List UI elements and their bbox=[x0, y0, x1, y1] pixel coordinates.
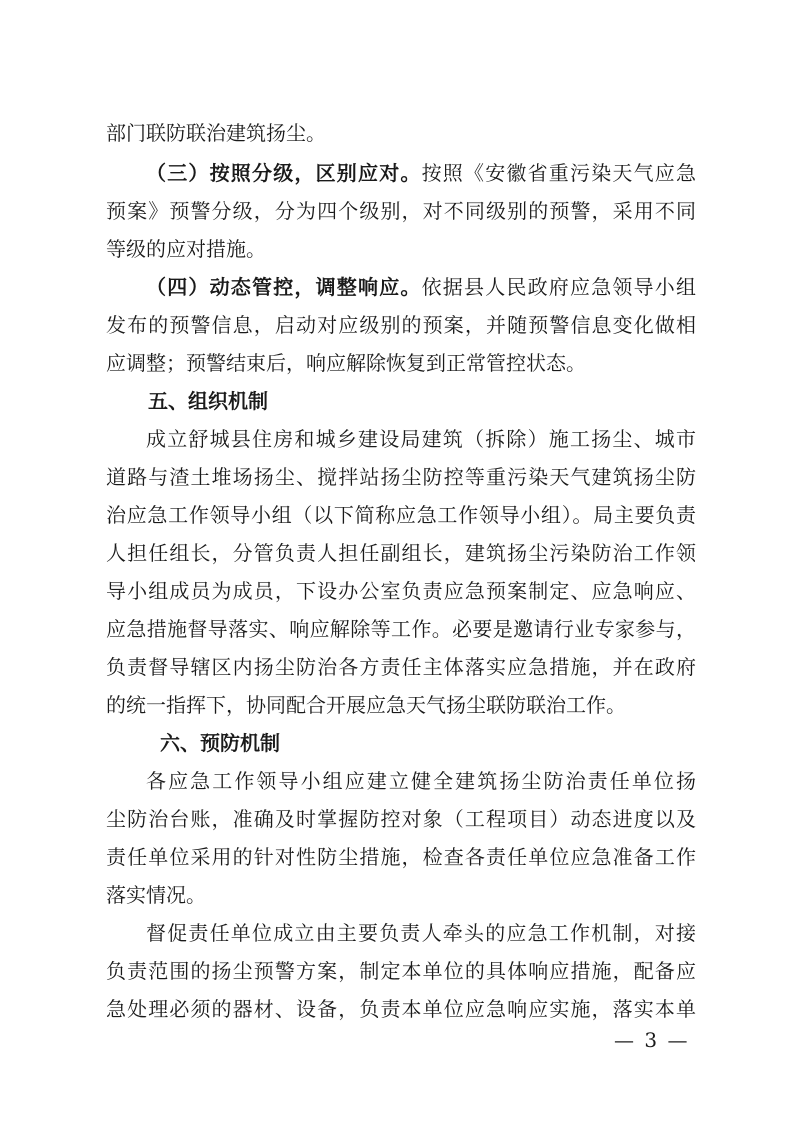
paragraph-line bbox=[146, 154, 696, 192]
paragraph-line: 部门联防联治建筑扬尘。 bbox=[106, 121, 326, 145]
paragraph-line: 导小组成员为成员，下设办公室负责应急预案制定、应急响应、 bbox=[106, 579, 696, 603]
section-3-text: 按照《安徽省重污染天气应急 bbox=[421, 161, 697, 185]
page-number: — 3 — bbox=[614, 1028, 690, 1052]
paragraph-line: 应调整；预警结束后，响应解除恢复到正常管控状态。 bbox=[106, 351, 586, 375]
section-heading-5: 五、组织机制 bbox=[148, 389, 268, 413]
paragraph-line: 落实情况。 bbox=[106, 883, 206, 907]
paragraph-line: 应急措施督导落实、响应解除等工作。必要是邀请行业专家参与， bbox=[106, 617, 696, 641]
paragraph-line: 等级的应对措施。 bbox=[106, 237, 266, 261]
paragraph-line: 预案》预警分级，分为四个级别，对不同级别的预警，采用不同 bbox=[106, 199, 696, 223]
paragraph-line: 成立舒城县住房和城乡建设局建筑（拆除）施工扬尘、城市 bbox=[146, 427, 696, 451]
paragraph-line: 责任单位采用的针对性防尘措施，检查各责任单位应急准备工作 bbox=[106, 845, 696, 869]
paragraph-line: 发布的预警信息，启动对应级别的预案，并随预警信息变化做相 bbox=[106, 313, 696, 337]
paragraph-line: 的统一指挥下，协同配合开展应急天气扬尘联防联治工作。 bbox=[106, 693, 626, 717]
paragraph-line: 负责范围的扬尘预警方案，制定本单位的具体响应措施，配备应 bbox=[106, 959, 696, 983]
section-3-title: （三）按照分级，区别应对。 bbox=[146, 161, 422, 185]
section-4-text: 依据县人民政府应急领导小组 bbox=[421, 275, 697, 299]
paragraph-line: 督促责任单位成立由主要负责人牵头的应急工作机制，对接 bbox=[146, 921, 696, 945]
paragraph-line: 急处理必须的器材、设备，负责本单位应急响应实施，落实本单 bbox=[106, 997, 696, 1021]
section-heading-6: 六、预防机制 bbox=[160, 731, 280, 755]
paragraph-line: 负责督导辖区内扬尘防治各方责任主体落实应急措施，并在政府 bbox=[106, 655, 696, 679]
paragraph-line: 尘防治台账，准确及时掌握防控对象（工程项目）动态进度以及 bbox=[106, 807, 696, 831]
section-4-title: （四）动态管控，调整响应。 bbox=[146, 275, 422, 299]
paragraph-line bbox=[146, 268, 696, 306]
paragraph-line: 人担任组长，分管负责人担任副组长，建筑扬尘污染防治工作领 bbox=[106, 541, 696, 565]
paragraph-line: 治应急工作领导小组（以下简称应急工作领导小组）。局主要负责 bbox=[106, 503, 696, 527]
paragraph-line: 道路与渣土堆场扬尘、搅拌站扬尘防控等重污染天气建筑扬尘防 bbox=[106, 465, 696, 489]
paragraph-line: 各应急工作领导小组应建立健全建筑扬尘防治责任单位扬 bbox=[146, 769, 696, 793]
